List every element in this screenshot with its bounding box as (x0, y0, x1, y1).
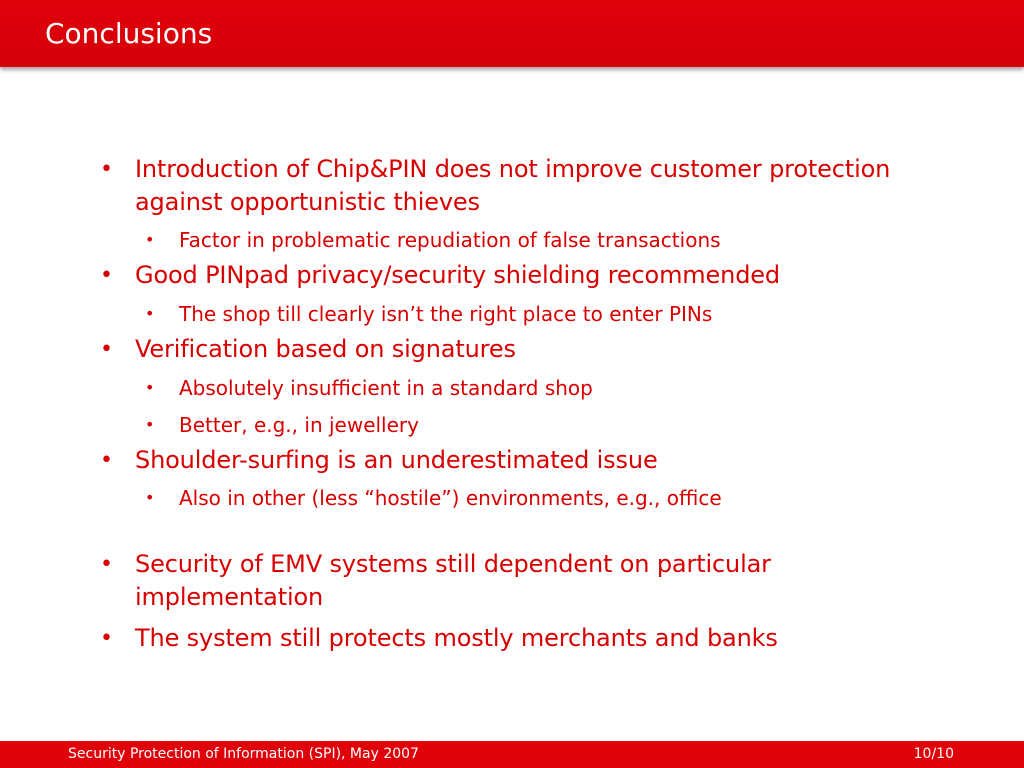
bullet-icon: • (145, 378, 155, 397)
bullet-item (96, 622, 956, 655)
sub-bullet-item (135, 374, 956, 402)
sub-bullet-text: Absolutely insufficient in a standard shop (179, 376, 593, 400)
bullet-icon: • (100, 626, 113, 651)
sub-bullet-text: The shop till clearly isn’t the right place to enter PINs (179, 302, 713, 326)
bullet-item (96, 548, 956, 614)
slide-content (96, 153, 956, 655)
bullet-item (96, 259, 956, 292)
bullet-icon: • (145, 230, 155, 249)
bullet-icon: • (100, 337, 113, 362)
bullet-text: Shoulder-surfing is an underestimated issue (135, 446, 658, 474)
bullet-icon: • (145, 304, 155, 323)
sub-bullet-item (135, 300, 956, 328)
bullet-item (96, 153, 956, 219)
bullet-icon: • (100, 552, 113, 577)
page-number: 10/10 (913, 746, 954, 762)
bullet-text: Good PINpad privacy/security shielding recommended (135, 261, 781, 289)
slide-title: Conclusions (45, 17, 213, 50)
bullet-icon: • (100, 448, 113, 473)
bullet-icon: • (100, 263, 113, 288)
bullet-icon: • (145, 415, 155, 434)
bullet-text: Verification based on signatures (135, 335, 516, 363)
bullet-icon: • (100, 157, 113, 182)
sub-bullet-item (135, 484, 956, 512)
bullet-item (96, 444, 956, 477)
bullet-text: Introduction of Chip&PIN does not improve customer protection against opportunistic thieves (135, 155, 891, 216)
bullet-item (96, 333, 956, 366)
bullet-text: The system still protects mostly merchants and banks (135, 624, 778, 652)
sub-bullet-text: Factor in problematic repudiation of false transactions (179, 228, 721, 252)
sub-bullet-text: Better, e.g., in jewellery (179, 413, 419, 437)
bullet-icon: • (145, 488, 155, 507)
bullet-text: Security of EMV systems still dependent on particular implementation (135, 550, 771, 611)
footer-bar (0, 741, 1024, 768)
sub-bullet-text: Also in other (less “hostile”) environments, e.g., office (179, 486, 722, 510)
sub-bullet-item (135, 411, 956, 439)
sub-bullet-item (135, 226, 956, 254)
title-bar (0, 0, 1024, 67)
footer-caption: Security Protection of Information (SPI), May 2007 (68, 746, 419, 762)
